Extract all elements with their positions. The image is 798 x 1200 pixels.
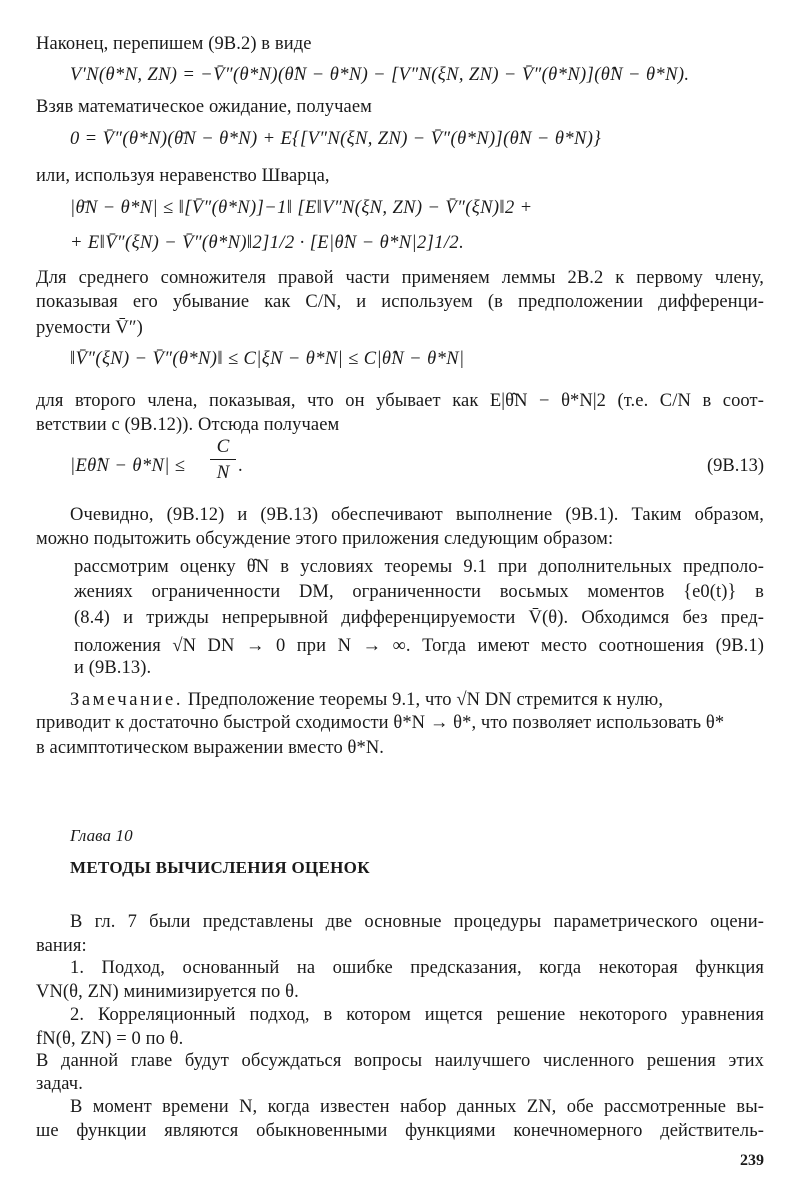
text-line: или, используя неравенство Шварца,	[36, 166, 330, 186]
text-line: (8.4) и трижды непрерывной дифференцируемости V̄(θ). Обходимся без пред-	[74, 608, 764, 628]
formula-line: |θ̄N − θ*N| ≤ ‖[V̄″(θ*N)]−1‖ [E‖V″N(ξN, ZN) − V̄″(ξN)‖2 +	[70, 198, 533, 218]
text-line: показывая его убывание как C/N, и используем (в предположении дифференци-	[36, 292, 764, 312]
formula-line: + E‖V̄″(ξN) − V̄″(θ*N)‖2]1/2 · [E|θ̂N − θ*N|2]1/2.	[70, 233, 465, 253]
text-line: В данной главе будут обсуждаться вопросы наилучшего численного решения этих	[36, 1051, 764, 1071]
text-line: вания:	[36, 936, 87, 956]
page-number: 239	[740, 1152, 764, 1169]
fraction	[210, 436, 236, 484]
text-line: fN(θ, ZN) = 0 по θ.	[36, 1029, 184, 1049]
text-line: Взяв математическое ожидание, получаем	[36, 97, 372, 117]
text-line: жениях ограниченности DM, ограниченности восьмых моментов {e0(t)} в	[74, 582, 764, 602]
text-line: приводит к достаточно быстрой сходимости θ*N → θ*, что позволяет использовать θ*	[36, 713, 725, 733]
formula-line: V′N(θ*N, ZN) = −V̄″(θ*N)(θ̂N − θ*N) − [V″N(ξN, ZN) − V̄″(θ*N)](θ̂N − θ*N).	[70, 65, 690, 85]
text-line: ше функции являются обыкновенными функциями конечномерного действитель-	[36, 1121, 764, 1141]
text-line: задач.	[36, 1074, 83, 1094]
fraction-suffix: .	[238, 456, 243, 476]
remark-label: Замечание.	[70, 690, 184, 710]
equation-number: (9В.13)	[706, 456, 764, 476]
text-line: 1. Подход, основанный на ошибке предсказания, когда некоторая функция	[70, 958, 764, 978]
text-line: Для среднего сомножителя правой части применяем леммы 2В.2 к первому члену,	[36, 268, 764, 288]
text-line: 2. Корреляционный подход, в котором ищется решение некоторого уравнения	[70, 1005, 764, 1025]
text-line: В гл. 7 были представлены две основные процедуры параметрического оцени-	[70, 912, 764, 932]
text-line: Очевидно, (9В.12) и (9В.13) обеспечивают выполнение (9В.1). Таким образом,	[70, 505, 764, 525]
fraction-numerator: C	[216, 436, 230, 457]
formula-line: |Eθ̂N − θ*N| ≤	[70, 456, 186, 476]
text-line: положения √N DN → 0 при N → ∞. Тогда имеют место соотношения (9В.1)	[74, 636, 764, 656]
remark-text: Предположение теоремы 9.1, что √N DN стремится к нулю,	[183, 690, 664, 710]
text-line: В момент времени N, когда известен набор данных ZN, обе рассмотренные вы-	[70, 1097, 764, 1117]
text-line: Наконец, перепишем (9В.2) в виде	[36, 34, 312, 54]
text-line: в асимптотическом выражении вместо θ*N.	[36, 738, 385, 758]
formula-line: 0 = V̄″(θ*N)(θ̄N − θ*N) + E{[V″N(ξN, ZN) − V̄″(θ*N)](θ̂N − θ*N)}	[70, 129, 602, 149]
text-line: руемости V̄″)	[36, 318, 143, 338]
chapter-title: МЕТОДЫ ВЫЧИСЛЕНИЯ ОЦЕНОК	[70, 858, 370, 877]
fraction-bar	[210, 459, 236, 460]
text-line: ветствии с (9В.12)). Отсюда получаем	[36, 415, 340, 435]
text-line: можно подытожить обсуждение этого приложения следующим образом:	[36, 529, 614, 549]
text-line: и (9В.13).	[74, 658, 152, 678]
text-line: рассмотрим оценку θ̂N в условиях теоремы 9.1 при дополнительных предполо-	[74, 557, 764, 577]
fraction-denominator: N	[216, 462, 230, 483]
chapter-label: Глава 10	[70, 826, 133, 845]
text-line: для второго члена, показывая, что он убывает как E|θ̂N − θ*N|2 (т.е. C/N в соот-	[36, 391, 764, 411]
remark-line	[70, 688, 764, 712]
formula-line: ‖V̄″(ξN) − V̄″(θ*N)‖ ≤ C|ξN − θ*N| ≤ C|θ̂N − θ*N|	[70, 349, 465, 369]
text-line: VN(θ, ZN) минимизируется по θ.	[36, 982, 299, 1002]
